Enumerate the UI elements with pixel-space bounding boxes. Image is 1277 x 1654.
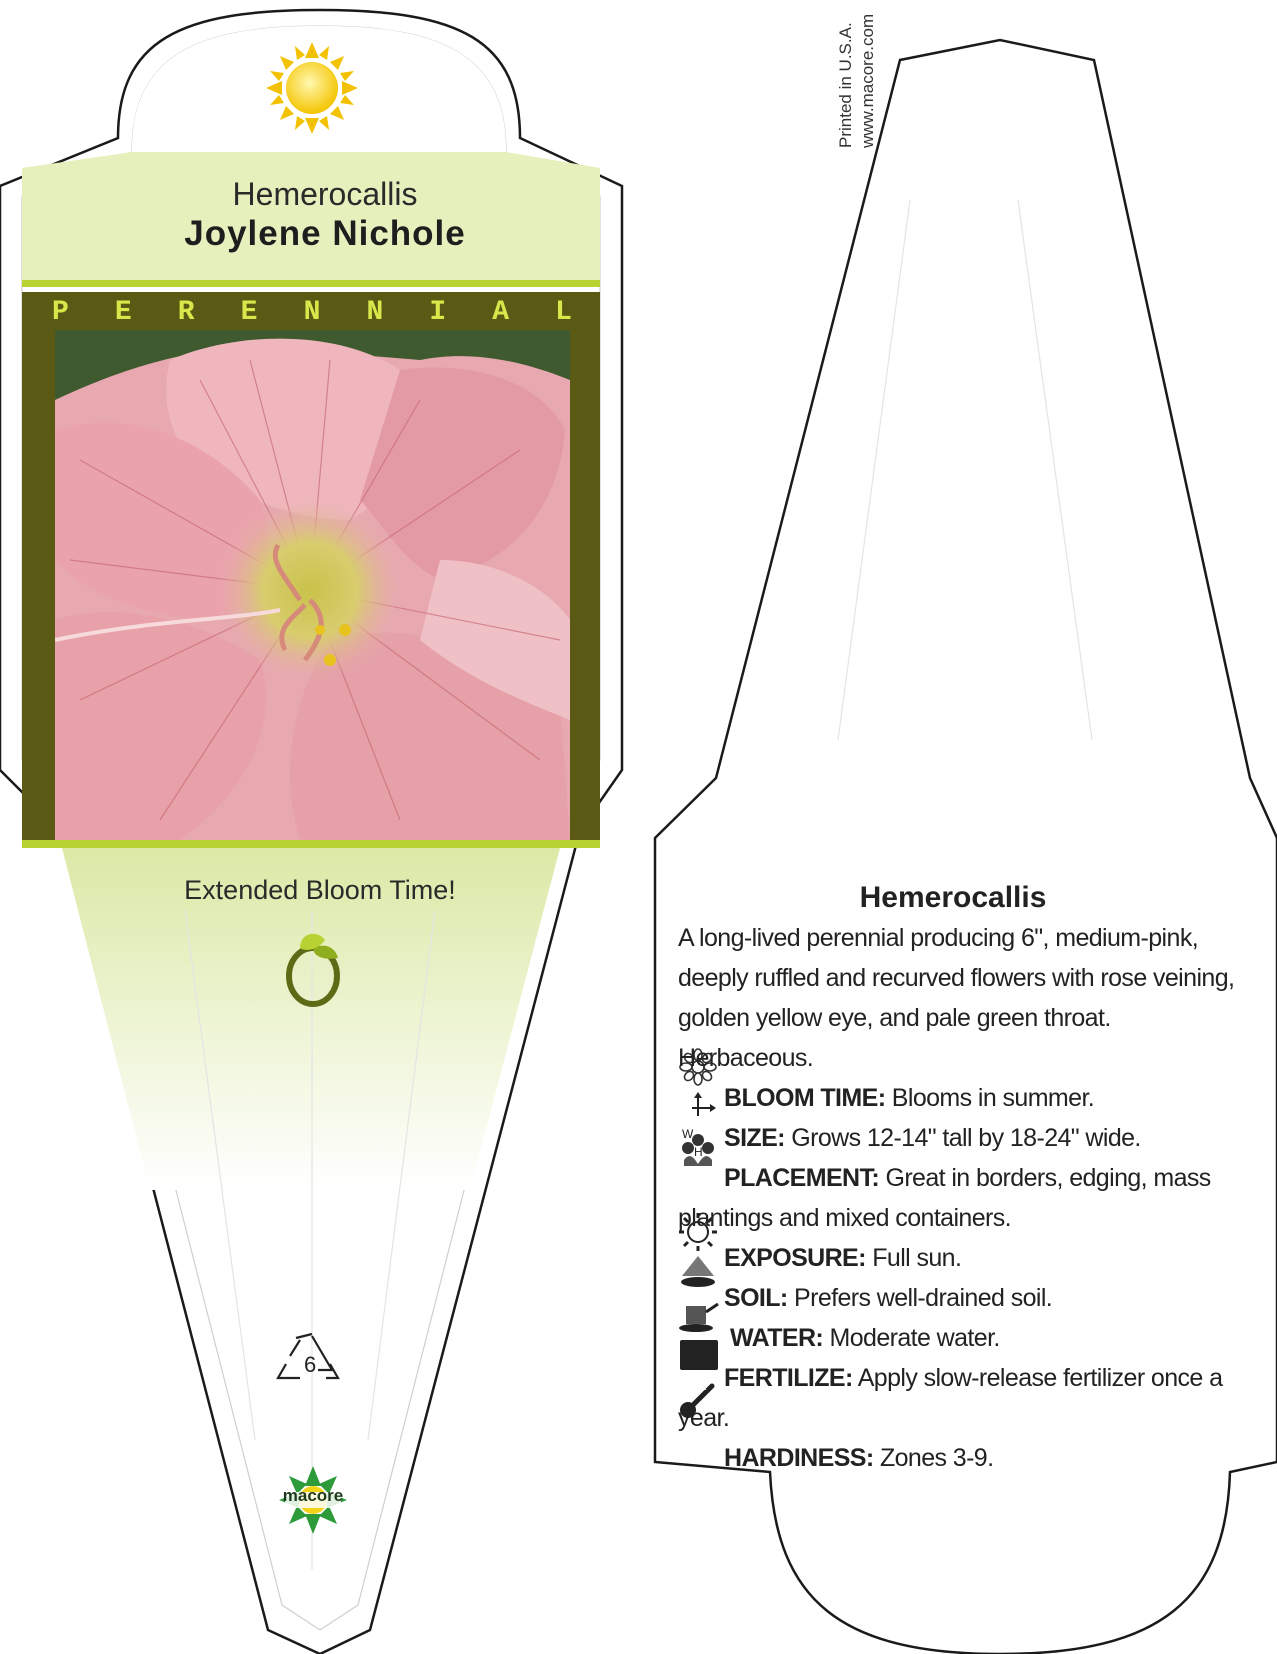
attr-label: WATER: xyxy=(730,1324,824,1352)
attr-value: Moderate water. xyxy=(829,1324,1000,1352)
flower-photo xyxy=(55,330,570,840)
category-letter: N xyxy=(303,297,321,328)
recycle-code: 6 xyxy=(304,1352,317,1377)
attr-exposure xyxy=(678,1238,1277,1278)
tagline: Extended Bloom Time! xyxy=(184,875,456,905)
attr-value: Great in borders, edging, mass plantings and mixed containers. xyxy=(678,1164,1211,1232)
npk-label: NPK xyxy=(683,1379,706,1393)
description: A long-lived perennial producing 6", medium-pink, deeply ruffled and recurved flowers with rose veining, golden yellow eye, and pale green throat. Herbaceous. xyxy=(678,924,1235,1072)
category-letter: N xyxy=(366,297,384,328)
category-letter: L xyxy=(555,297,572,328)
attr-value: Prefers well-drained soil. xyxy=(794,1284,1053,1312)
attr-label: EXPOSURE: xyxy=(724,1244,866,1272)
category-letter: R xyxy=(177,297,195,328)
attr-value: Full sun. xyxy=(872,1244,962,1272)
attr-water xyxy=(678,1318,1277,1358)
category-letter: P xyxy=(52,297,69,328)
attr-value: Zones 3-9. xyxy=(879,1444,994,1472)
care-info xyxy=(678,878,1277,1478)
attr-value: Apply slow-release fertilizer once a year. xyxy=(678,1364,1223,1432)
category-label xyxy=(52,297,572,328)
attr-value: Blooms in summer. xyxy=(891,1084,1095,1112)
attr-hardiness xyxy=(678,1438,1277,1478)
attr-label: FERTILIZE: xyxy=(724,1364,853,1392)
front-genus: Hemerocallis xyxy=(232,176,418,212)
attr-label: PLACEMENT: xyxy=(724,1164,880,1192)
printed-in: Printed in U.S.A. xyxy=(836,22,855,148)
website: www.macore.com xyxy=(858,13,877,148)
size-w-letter: W xyxy=(682,1127,693,1141)
attr-label: HARDINESS: xyxy=(724,1444,874,1472)
attr-label: BLOOM TIME: xyxy=(724,1084,886,1112)
size-h-letter: H xyxy=(694,1145,703,1159)
attr-placement xyxy=(678,1158,1238,1238)
back-genus: Hemerocallis xyxy=(859,881,1047,914)
attr-soil xyxy=(678,1278,1277,1318)
category-letter: I xyxy=(429,297,447,328)
attr-bloom-time xyxy=(678,1078,1277,1118)
attr-value: Grows 12-14" tall by 18-24" wide. xyxy=(791,1124,1141,1152)
brand-logo-text: macore xyxy=(282,1486,344,1505)
printed-info xyxy=(835,0,879,148)
attr-fertilize xyxy=(678,1358,1238,1438)
attr-label: SOIL: xyxy=(724,1284,788,1312)
attr-label: SIZE: xyxy=(724,1124,785,1152)
category-letter: A xyxy=(492,297,510,328)
category-letter: E xyxy=(240,297,258,328)
cultivar-name: Joylene Nichole xyxy=(184,214,466,253)
category-letter: E xyxy=(114,297,132,328)
attr-size xyxy=(678,1118,1277,1158)
